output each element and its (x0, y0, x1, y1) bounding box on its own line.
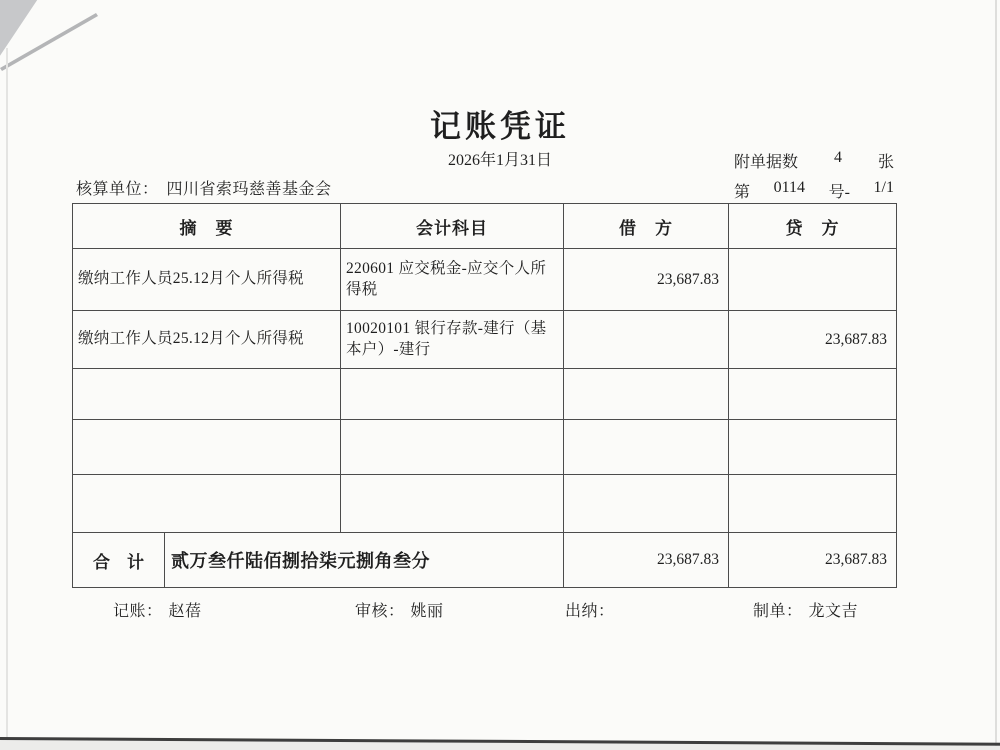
header-credit: 贷 方 (729, 204, 897, 249)
cell-summary (73, 475, 341, 533)
header-account: 会计科目 (341, 204, 564, 249)
bookkeeper-label: 记账： (113, 603, 163, 620)
reviewer-name: 姚丽 (410, 603, 444, 620)
cell-debit (564, 420, 729, 475)
signature-cashier (565, 598, 621, 621)
cell-credit (729, 249, 897, 311)
attached-docs-unit: 张 (877, 154, 894, 171)
signature-bookkeeper (113, 598, 202, 621)
cell-debit (564, 311, 729, 369)
cell-credit (729, 420, 897, 475)
total-debit: 23,687.83 (564, 533, 729, 588)
cell-credit: 23,687.83 (729, 311, 897, 369)
table-row-empty (73, 420, 897, 475)
voucher-number-suffix: 号- (828, 184, 850, 201)
cell-summary (73, 369, 341, 420)
cell-account: 10020101 银行存款-建行（基本户）-建行 (341, 311, 564, 369)
accounting-unit-label: 核算单位： (76, 181, 159, 198)
total-credit: 23,687.83 (729, 533, 897, 588)
cell-credit (729, 369, 897, 420)
cell-account (341, 420, 564, 475)
cell-debit (564, 475, 729, 533)
reviewer-label: 审核： (355, 603, 405, 620)
table-total-row (73, 533, 897, 588)
attached-docs-count: 4 (834, 149, 842, 166)
attached-docs-line (734, 149, 894, 172)
signature-preparer (753, 598, 858, 621)
cell-account: 220601 应交税金-应交个人所得税 (341, 249, 564, 311)
voucher-number-value: 0114 (773, 179, 806, 196)
cell-debit: 23,687.83 (564, 249, 729, 311)
cell-credit (729, 475, 897, 533)
cell-summary (73, 420, 341, 475)
table-row-empty (73, 475, 897, 533)
voucher-page-indicator: 1/1 (873, 179, 894, 196)
cell-summary: 缴纳工作人员25.12月个人所得税 (73, 249, 341, 311)
cell-account (341, 369, 564, 420)
accounting-unit-name: 四川省索玛慈善基金会 (166, 181, 332, 198)
header-summary: 摘 要 (73, 204, 341, 249)
signature-reviewer (355, 598, 444, 621)
table-row (73, 311, 897, 369)
voucher-meta-block (734, 149, 894, 202)
bookkeeper-name: 赵蓓 (168, 603, 202, 620)
total-label: 合 计 (73, 533, 165, 588)
header-debit: 借 方 (564, 204, 729, 249)
voucher-table (72, 203, 897, 588)
cell-account (341, 475, 564, 533)
accounting-unit-line (76, 176, 332, 199)
table-row-empty (73, 369, 897, 420)
table-header-row (73, 204, 897, 249)
table-row (73, 249, 897, 311)
total-amount-in-words: 贰万叁仟陆佰捌拾柒元捌角叁分 (165, 533, 564, 588)
cell-summary: 缴纳工作人员25.12月个人所得税 (73, 311, 341, 369)
voucher-number-line (734, 179, 894, 202)
voucher-date: 2026年1月31日 (447, 152, 552, 169)
voucher-number-prefix: 第 (734, 184, 751, 201)
cell-debit (564, 369, 729, 420)
preparer-name: 龙文吉 (808, 603, 859, 620)
attached-docs-label: 附单据数 (734, 154, 799, 171)
preparer-label: 制单： (753, 603, 803, 620)
voucher-title: 记账凭证 (430, 109, 570, 144)
cashier-label: 出纳： (565, 603, 615, 620)
